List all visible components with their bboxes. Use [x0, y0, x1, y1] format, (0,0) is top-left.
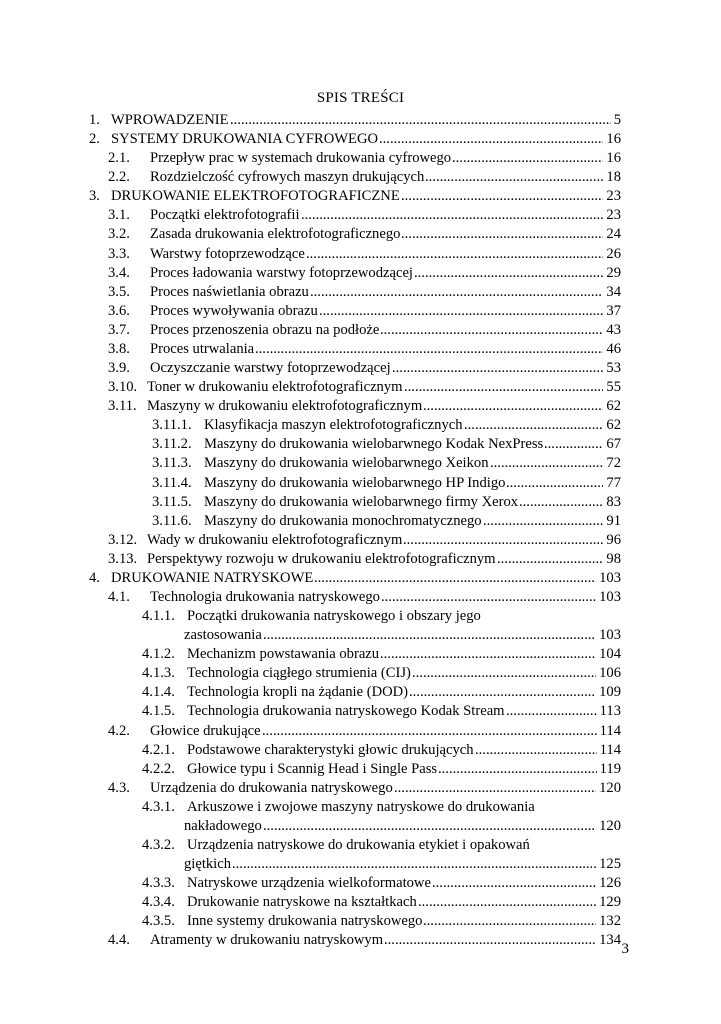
toc-entry	[0, 359, 721, 378]
toc-entry-title: Głowice typu i Scannig Head i Single Pass	[187, 760, 438, 777]
toc-entry-page: 96	[606, 531, 621, 548]
toc-entry-number: 3.6.	[108, 302, 130, 319]
toc-entry-title: Drukowanie natryskowe na kształtkach	[187, 894, 417, 911]
toc-entry	[0, 893, 721, 912]
toc-entry-title: Perspektywy rozwoju w drukowaniu elektrofotograficznym	[147, 550, 496, 567]
toc-entry-page: 16	[606, 150, 621, 167]
toc-leader-dots	[384, 931, 596, 950]
toc-entry-page: 46	[606, 340, 621, 357]
toc-entry	[0, 454, 721, 473]
toc-entry-page: 72	[606, 455, 621, 472]
toc-entry-number: 3.13.	[108, 550, 138, 567]
toc-entry-number: 3.11.2.	[152, 436, 192, 453]
toc-entry	[0, 397, 721, 416]
toc-entry	[0, 225, 721, 244]
toc-entry-title: Zasada drukowania elektrofotograficznego	[150, 226, 401, 243]
toc-entry-title: nakładowego	[184, 817, 262, 834]
toc-entry-title: Głowice drukujące	[150, 722, 261, 739]
toc-leader-dots	[314, 569, 596, 588]
toc-entry	[0, 626, 721, 645]
toc-entry-title: Proces wywoływania obrazu	[150, 302, 318, 319]
toc-leader-dots	[423, 912, 596, 931]
toc-entry-title: Proces naświetlania obrazu	[150, 283, 309, 300]
toc-entry	[0, 550, 721, 569]
toc-leader-dots	[379, 130, 603, 149]
toc-entry-title: Maszyny do drukowania wielobarwnego HP Indigo	[204, 474, 506, 491]
toc-entry-page: 18	[606, 169, 621, 186]
toc-entry-title: DRUKOWANIE ELEKTROFOTOGRAFICZNE	[111, 188, 400, 205]
toc-entry-number: 3.1.	[108, 207, 130, 224]
toc-entry-number: 3.11.5.	[152, 493, 192, 510]
toc-entry-page: 37	[606, 302, 621, 319]
toc-entry-page: 67	[606, 436, 621, 453]
toc-entry-number: 3.11.6.	[152, 512, 192, 529]
toc-entry	[0, 664, 721, 683]
toc-entry-title: Początki drukowania natryskowego i obszary jego	[187, 608, 481, 625]
toc-entry-page: 109	[599, 684, 621, 701]
toc-entry-page: 83	[606, 493, 621, 510]
toc-entry	[0, 245, 721, 264]
toc-entry-title: zastosowania	[184, 627, 262, 644]
toc-entry-page: 103	[599, 589, 621, 605]
toc-entry	[0, 531, 721, 550]
toc-entry-title: Maszyny do drukowania wielobarwnego Kodak NexPress	[204, 436, 544, 453]
toc-entry-title: Proces ładowania warstwy fotoprzewodzącej	[150, 264, 413, 281]
toc-entry	[0, 321, 721, 340]
toc-entry-number: 3.11.4.	[152, 474, 192, 491]
toc-entry-number: 4.3.3.	[142, 875, 175, 892]
toc-entry-title: WPROWADZENIE	[111, 112, 229, 128]
toc-entry	[0, 283, 721, 302]
toc-entry	[0, 607, 721, 626]
toc-leader-dots	[401, 225, 603, 244]
toc-entry-title: Technologia drukowania natryskowego	[150, 589, 380, 605]
toc-entry-page: 98	[606, 550, 621, 567]
toc-entry-number: 3.7.	[108, 321, 130, 338]
toc-entry-number: 4.1.5.	[142, 703, 175, 720]
toc-leader-dots	[483, 512, 603, 531]
toc-entry	[0, 931, 721, 950]
toc-entry-title: Warstwy fotoprzewodzące	[150, 245, 305, 262]
toc-entry-number: 4.1.	[108, 589, 130, 605]
toc-entry-number: 4.2.1.	[142, 741, 175, 758]
toc-leader-dots	[506, 702, 597, 721]
toc-leader-dots	[310, 283, 603, 302]
toc-entry-title: Przepływ prac w systemach drukowania cyfrowego	[150, 150, 452, 167]
toc-entry-title: Wady w drukowaniu elektrofotograficznym	[147, 531, 403, 548]
toc-entry	[0, 111, 721, 130]
toc-entry-page: 34	[606, 283, 621, 300]
toc-entry-number: 3.10.	[108, 379, 138, 396]
toc-entry-title: Proces utrwalania	[150, 340, 255, 357]
toc-entry-page: 77	[606, 474, 621, 491]
toc-entry	[0, 416, 721, 435]
toc-leader-dots	[475, 741, 597, 760]
toc-entry	[0, 798, 721, 817]
toc-leader-dots	[392, 359, 603, 378]
toc-entry-page: 120	[599, 779, 621, 796]
toc-entry-title: Toner w drukowaniu elektrofotograficznym	[147, 379, 403, 396]
toc-entry-number: 4.3.1.	[142, 798, 175, 815]
toc-entry-page: 62	[606, 417, 621, 434]
toc-entry	[0, 435, 721, 454]
toc-entry-title: Klasyfikacja maszyn elektrofotograficznych	[204, 417, 463, 434]
toc-entry-number: 4.3.5.	[142, 913, 175, 930]
toc-entry-page: 103	[599, 569, 621, 586]
toc-entry-number: 4.	[89, 569, 100, 586]
toc-entry	[0, 874, 721, 893]
toc-entry-number: 2.2.	[108, 169, 130, 186]
toc-entry-title: Proces przenoszenia obrazu na podłoże	[150, 321, 380, 338]
toc-leader-dots	[404, 378, 603, 397]
toc-leader-dots	[306, 245, 603, 264]
toc-entry-number: 2.	[89, 131, 100, 148]
toc-entry-page: 129	[599, 894, 621, 911]
toc-leader-dots	[452, 149, 603, 168]
toc-leader-dots	[425, 168, 603, 187]
toc-leader-dots	[380, 645, 596, 664]
toc-entry-title: Początki elektrofotografii	[150, 207, 300, 224]
toc-entry	[0, 378, 721, 397]
page-number: 3	[621, 941, 629, 957]
toc-entry	[0, 149, 721, 168]
toc-entry-number: 1.	[89, 112, 100, 128]
toc-entry-number: 4.1.3.	[142, 665, 175, 682]
toc-leader-dots	[319, 302, 603, 321]
toc-entry-number: 3.12.	[108, 531, 138, 548]
toc-entry-number: 2.1.	[108, 150, 130, 167]
toc-leader-dots	[263, 626, 596, 645]
toc-leader-dots	[438, 760, 597, 779]
toc-entry	[0, 912, 721, 931]
toc-leader-dots	[409, 683, 596, 702]
toc-leader-dots	[544, 435, 603, 454]
toc-entry-title: giętkich	[184, 856, 232, 873]
toc-entry-page: 55	[606, 379, 621, 396]
toc-entry-title: Maszyny w drukowaniu elektrofotograficznym	[147, 398, 423, 415]
toc-entry	[0, 722, 721, 741]
toc-entry-title: Technologia drukowania natryskowego Kodak Stream	[187, 703, 505, 720]
toc-entry-page: 126	[599, 875, 621, 892]
toc-leader-dots	[381, 588, 596, 607]
toc-entry-page: 53	[606, 360, 621, 377]
toc-entry-title: Maszyny do drukowania wielobarwnego firmy Xerox	[204, 493, 519, 510]
toc-entry-number: 4.1.2.	[142, 646, 175, 663]
toc-entry	[0, 779, 721, 798]
toc-entry	[0, 683, 721, 702]
toc-entry-number: 3.8.	[108, 340, 130, 357]
toc-entry	[0, 760, 721, 779]
toc-entry	[0, 130, 721, 149]
toc-entry	[0, 206, 721, 225]
toc-entry-page: 132	[599, 913, 621, 930]
toc-entry-page: 114	[599, 722, 621, 739]
toc-entry-page: 26	[606, 245, 621, 262]
toc-entry-number: 4.1.1.	[142, 608, 175, 625]
toc-entry	[0, 855, 721, 874]
toc-entry-title: Technologia ciągłego strumienia (CIJ)	[187, 665, 411, 682]
toc-leader-dots	[230, 111, 611, 130]
toc-leader-dots	[497, 550, 603, 569]
toc-entry-title: Mechanizm powstawania obrazu	[187, 646, 380, 663]
toc-entry-title: Technologia kropli na żądanie (DOD)	[187, 684, 409, 701]
toc-entry-number: 4.3.2.	[142, 837, 175, 854]
toc-entry-title: Arkuszowe i zwojowe maszyny natryskowe do drukowania	[187, 798, 535, 815]
toc-entry-title: Atramenty w drukowaniu natryskowym	[150, 932, 384, 949]
toc-entry-number: 3.11.1.	[152, 417, 192, 434]
toc-entry-number: 4.1.4.	[142, 684, 175, 701]
toc-leader-dots	[412, 664, 596, 683]
toc-entry-title: Rozdzielczość cyfrowych maszyn drukujących	[150, 169, 425, 186]
toc-entry-page: 62	[606, 398, 621, 415]
toc-entry-title: Maszyny do drukowania wielobarwnego Xeikon	[204, 455, 489, 472]
toc-entry-number: 4.3.4.	[142, 894, 175, 911]
toc-entry	[0, 836, 721, 855]
toc-leader-dots	[380, 321, 603, 340]
toc-entry-page: 43	[606, 321, 621, 338]
toc-entry-number: 3.3.	[108, 245, 130, 262]
toc-leader-dots	[232, 855, 596, 874]
toc-entry-page: 91	[606, 512, 621, 529]
toc-entry-title: Inne systemy drukowania natryskowego	[187, 913, 423, 930]
toc-entry-page: 103	[599, 627, 621, 644]
toc-leader-dots	[418, 893, 596, 912]
toc-entry-title: Natryskowe urządzenia wielkoformatowe	[187, 875, 431, 892]
toc-leader-dots	[490, 454, 603, 473]
toc-entry-number: 4.3.	[108, 779, 130, 796]
toc-entry	[0, 187, 721, 206]
toc-entry-page: 106	[599, 665, 621, 682]
toc-entry-page: 24	[606, 226, 621, 243]
toc-leader-dots	[506, 474, 603, 493]
toc-leader-dots	[414, 264, 603, 283]
toc-entry-page: 23	[606, 188, 621, 205]
toc-entry-number: 3.11.	[108, 398, 137, 415]
toc-leader-dots	[401, 187, 603, 206]
toc-entry-number: 4.2.	[108, 722, 130, 739]
toc-entry-page: 114	[599, 741, 621, 758]
toc-entry-page: 134	[599, 932, 621, 949]
toc-entry-title: Oczyszczanie warstwy fotoprzewodzącej	[150, 360, 391, 377]
toc-leader-dots	[255, 340, 603, 359]
toc-entry-number: 4.4.	[108, 932, 130, 949]
toc-entry-number: 3.9.	[108, 360, 130, 377]
toc-entry-number: 3.5.	[108, 283, 130, 300]
toc-entry-page: 119	[599, 760, 621, 777]
toc-entry-page: 5	[613, 112, 621, 128]
toc-entry-title: Urządzenia do drukowania natryskowego	[150, 779, 393, 796]
toc-entry-page: 16	[606, 131, 621, 148]
toc-entry-title: Urządzenia natryskowe do drukowania etykiet i opakowań	[187, 837, 530, 854]
toc-entry-title: DRUKOWANIE NATRYSKOWE	[111, 569, 314, 586]
toc-entry	[0, 302, 721, 321]
toc-entry-title: Maszyny do drukowania monochromatycznego	[204, 512, 482, 529]
toc-entry-number: 4.2.2.	[142, 760, 175, 777]
toc-entry-title: SYSTEMY DRUKOWANIA CYFROWEGO	[111, 131, 379, 148]
toc-leader-dots	[301, 206, 603, 225]
toc-leader-dots	[263, 817, 596, 836]
toc-leader-dots	[432, 874, 596, 893]
toc-entry-page: 120	[599, 817, 621, 834]
toc-entry-page: 23	[606, 207, 621, 224]
toc-leader-dots	[394, 779, 596, 798]
toc-entry	[0, 645, 721, 664]
toc-entry	[0, 168, 721, 187]
toc-entry	[0, 493, 721, 512]
toc-leader-dots	[262, 722, 597, 741]
toc-entry	[0, 474, 721, 493]
toc-leader-dots	[423, 397, 603, 416]
toc-entry	[0, 702, 721, 721]
toc-entry	[0, 264, 721, 283]
toc-entry-number: 3.11.3.	[152, 455, 192, 472]
toc-entry	[0, 588, 721, 607]
page-title: SPIS TREŚCI	[316, 90, 405, 106]
toc-entry	[0, 512, 721, 531]
toc-entry-number: 3.2.	[108, 226, 130, 243]
toc-entry-page: 113	[599, 703, 621, 720]
toc-entry-page: 125	[599, 856, 621, 873]
toc-entry	[0, 741, 721, 760]
toc-entry	[0, 817, 721, 836]
toc-entry-page: 104	[599, 646, 621, 663]
toc-entry	[0, 569, 721, 588]
toc-entry	[0, 340, 721, 359]
toc-entry-number: 3.	[89, 188, 100, 205]
toc-entry-title: Podstawowe charakterystyki głowic drukujących	[187, 741, 474, 758]
toc-leader-dots	[464, 416, 603, 435]
toc-entry-number: 3.4.	[108, 264, 130, 281]
toc-leader-dots	[403, 531, 603, 550]
toc-entry-page: 29	[606, 264, 621, 281]
toc-leader-dots	[519, 493, 603, 512]
